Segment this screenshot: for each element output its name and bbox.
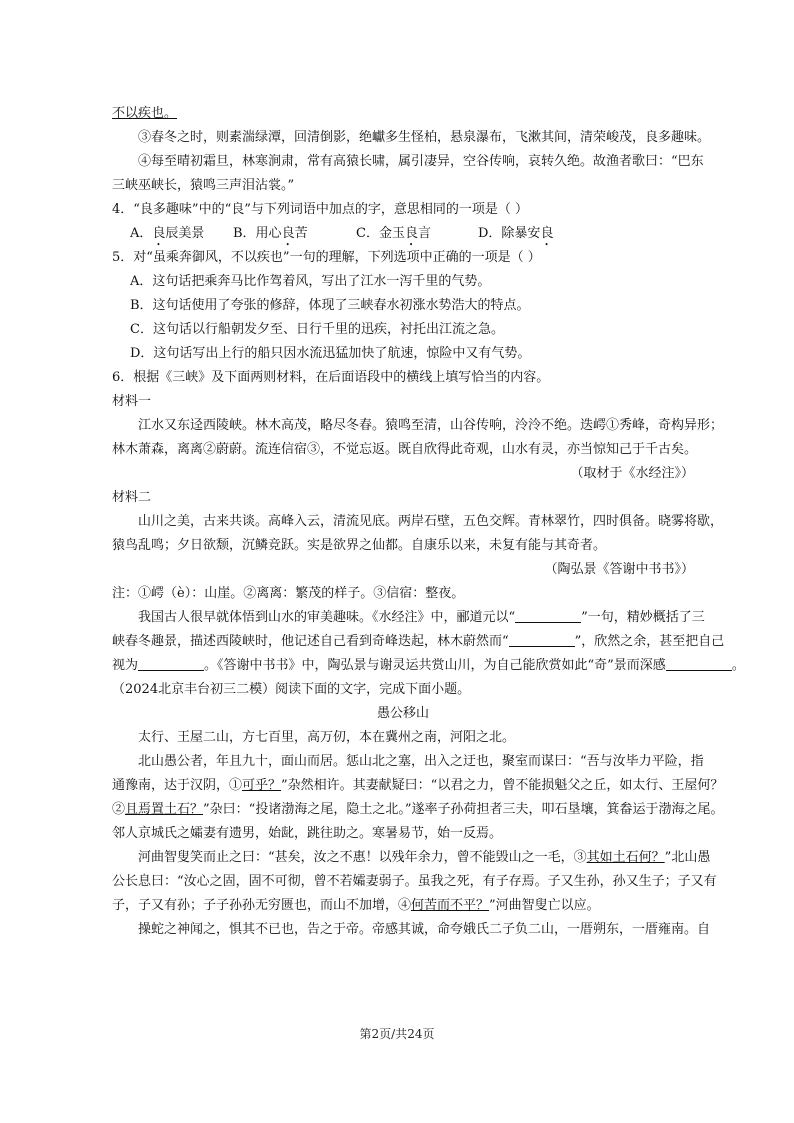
fill-paragraph-line: 我国古人很早就体悟到山水的审美趣味。《水经注》中，郦道元以“ ”一句，精妙概括了三 — [138, 610, 705, 625]
passage-line: 太行、王屋二山，方七百里，高万仞，本在冀州之南，河阳之北。 — [138, 730, 516, 745]
material-2-line: 山川之美，古来共谈。高峰入云，清流见底。两岸石壁，五色交辉。青林翠竹，四时俱备。晓雾将歇， — [138, 514, 724, 529]
question-5: 5．对“虽乘奔御风，不以疾也”一句的理解，下列选项中正确的一项是（ ） — [112, 250, 541, 265]
passage-line: ②且焉置土石？”杂曰：“投诸渤海之尾，隐土之北。”遂率子孙荷担者三夫，叩石垦壤，箕畚运于渤海之尾。 — [112, 802, 724, 817]
material-1-line: 林木萧森，离离②蔚蔚。流连信宿③，不觉忘返。既自欣得此奇观，山水有灵，亦当惊知己于千古矣。 — [112, 442, 698, 457]
option-d: D．除暴安良 — [478, 226, 554, 241]
question-6: 6．根据《三峡》及下面两则材料，在后面语段中的横线上填写恰当的内容。 — [112, 370, 550, 385]
passage-line: 邻人京城氏之孀妻有遗男，始龀，跳往助之。寒暑易节，始一反焉。 — [112, 826, 503, 841]
option-a: A．这句话把乘奔马比作驾着风，写出了江水一泻千里的气势。 — [130, 274, 491, 289]
note-line: 注：①崿（è）：山崖。②离离：繁茂的样子。③信宿：整夜。 — [112, 586, 465, 601]
answer-blank[interactable] — [509, 632, 575, 647]
material-1-title: 材料一 — [112, 394, 152, 409]
answer-blank[interactable] — [666, 656, 732, 671]
fill-paragraph-line: 视为 。《答谢中书书》中，陶弘景与谢灵运共赏山川，为自己能欣赏如此“奇”景而深感 。 — [112, 658, 745, 673]
text-line: 不以疾也。 — [112, 106, 178, 121]
option-a: A．良辰美景 — [130, 226, 205, 241]
option-b: B．这句话使用了夸张的修辞，体现了三峡春水初涨水势浩大的特点。 — [130, 298, 530, 313]
fill-paragraph-line: 峡春冬趣景，描述西陵峡时，他记述自己看到奇峰迭起，林木蔚然而“ ”，欣然之余，甚至把自己 — [112, 634, 725, 649]
answer-blank[interactable] — [138, 656, 204, 671]
material-1-line: 江水又东迳西陵峡。林木高茂，略尽冬春。猿鸣至清，山谷传响，泠泠不绝。迭崿①秀峰，奇构异形； — [138, 418, 724, 433]
page-footer: 第2页/共24页 — [359, 1027, 435, 1041]
text-line: 三峡巫峡长，猿鸣三声泪沾裳。” — [112, 178, 295, 193]
passage-line: 通豫南，达于汉阴，①可乎？”杂然相许。其妻献疑曰：“以君之力，曾不能损魁父之丘，如太行、王屋何？ — [112, 778, 724, 793]
passage-title: 愚公移山 — [376, 706, 429, 721]
answer-blank[interactable] — [515, 608, 581, 623]
question-4: 4．“良多趣味”中的“良”与下列词语中加点的字，意思相同的一项是（ ） — [112, 202, 528, 217]
passage-line: 子，子又有孙；子子孙孙无穷匮也，而山不加增，④何苦而不平？”河曲智叟亡以应。 — [112, 898, 600, 913]
text-line: ③春冬之时，则素湍绿潭，回清倒影，绝巘多生怪柏，悬泉瀑布，飞漱其间，清荣峻茂，良多趣味。 — [138, 130, 711, 145]
passage-line: 操蛇之神闻之，惧其不已也，告之于帝。帝感其诚，命夸娥氏二子负二山，一厝朔东，一厝雍南。自 — [138, 922, 711, 937]
option-b: B．用心良苦 — [233, 226, 308, 241]
passage-line: 公长息曰：“汝心之固，固不可彻，曾不若孀妻弱子。虽我之死，有子存焉。子又生孙，孙又生子；子又有 — [112, 874, 717, 889]
material-2-line: 猿鸟乱鸣；夕日欲颓，沉鳞竞跃。实是欲界之仙都。自康乐以来，未复有能与其奇者。 — [112, 538, 607, 553]
option-d: D．这句话写出上行的船只因水流迅猛加快了航速，惊险中又有气势。 — [130, 346, 531, 361]
passage-line: 河曲智叟笑而止之曰：“甚矣，汝之不惠！以残年余力，曾不能毁山之一毛，③其如土石何？”北山愚 — [138, 850, 711, 865]
material-2-source: （陶弘景《答谢中书书》） — [544, 562, 694, 577]
option-c: C．金玉良言 — [356, 226, 431, 241]
text-line: ④每至晴初霜旦，林寒涧肃，常有高猿长啸，属引凄异，空谷传响，哀转久绝。故渔者歌曰：“巴东 — [138, 154, 704, 169]
material-2-title: 材料二 — [112, 490, 152, 505]
option-c: C．这句话以行船朝发夕至、日行千里的迅疾，衬托出江流之急。 — [130, 322, 504, 337]
passage-line: 北山愚公者，年且九十，面山而居。惩山北之塞，出入之迂也，聚室而谋曰：“吾与汝毕力平险，指 — [138, 754, 704, 769]
material-1-source: （取材于《水经注》） — [570, 466, 694, 481]
exam-source: （2024北京丰台初三二模）阅读下面的文字，完成下面小题。 — [112, 682, 471, 697]
